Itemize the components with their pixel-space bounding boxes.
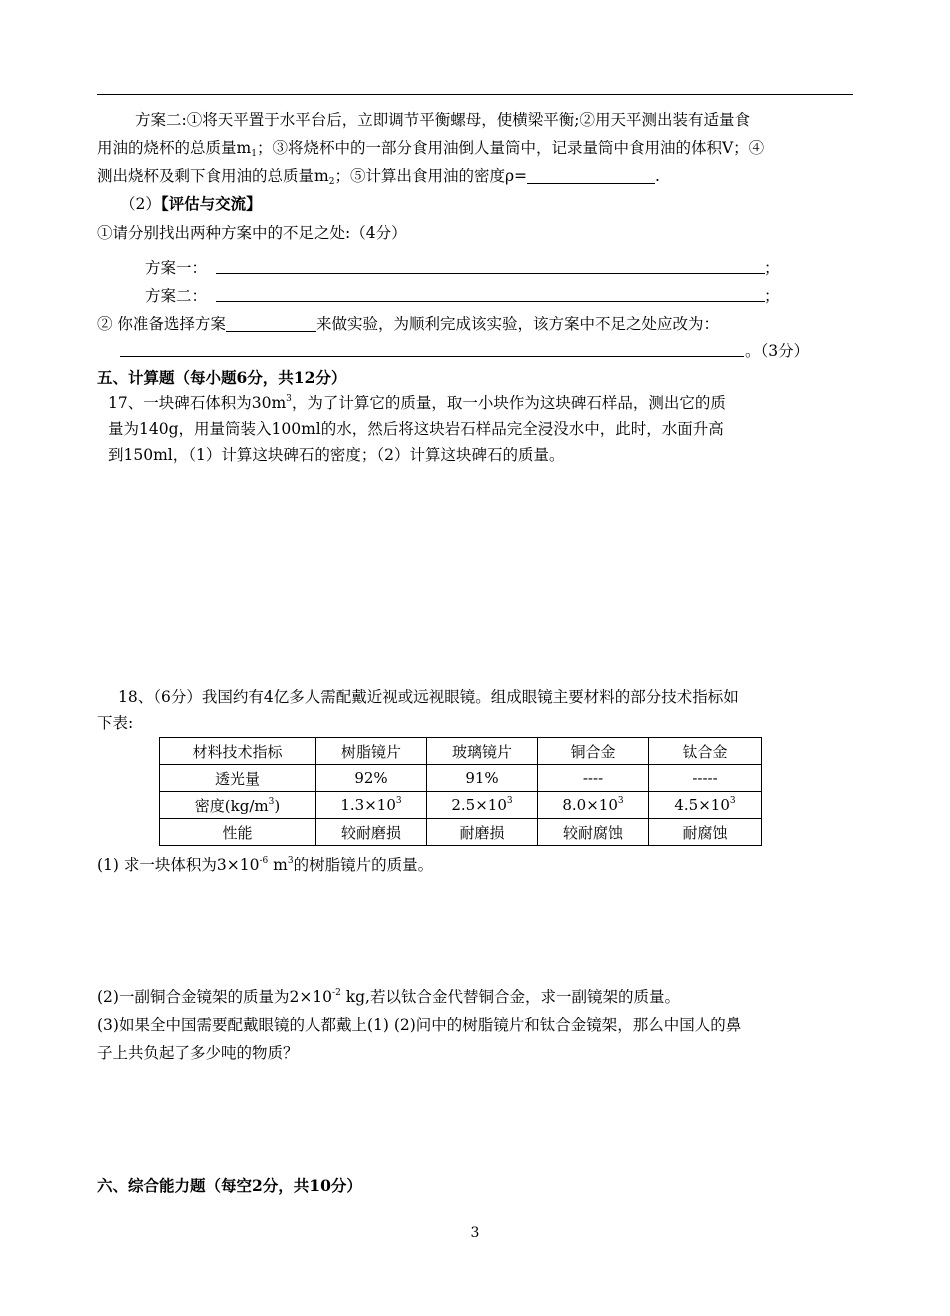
table-row (160, 765, 762, 792)
plan1-label: 方案一： (145, 259, 208, 277)
section-6-title: 六、综合能力题（每空2分，共10分） (97, 1176, 362, 1195)
table-cell: 材料技术指标 (160, 738, 316, 765)
table-cell: 树脂镜片 (316, 738, 427, 765)
table-cell (538, 792, 649, 819)
q17-line-1 (108, 393, 726, 413)
q17-line-3: 到150ml，（1）计算这块碑石的密度；（2）计算这块碑石的质量。 (108, 446, 565, 464)
density-label: 密度(kg/m (194, 796, 269, 815)
table-cell: ---- (538, 765, 649, 792)
q18-part-1-a: (1) 求一块体积为3×10 (97, 856, 260, 874)
page-number: 3 (470, 1225, 480, 1241)
eval-question-2-part-b: 来做实验，为顺利完成该实验，该方案中不足之处应改为： (315, 315, 719, 333)
q18-part-1 (97, 855, 433, 875)
improvement-answer-blank[interactable] (120, 356, 744, 357)
density-value: 2.5×10 (451, 796, 507, 814)
plan1-answer-blank[interactable] (216, 273, 765, 274)
plan2-line-2-part-a: 用油的烧杯的总质量m (97, 139, 252, 157)
density-value: 8.0×10 (562, 796, 618, 814)
eval-question-1: ①请分别找出两种方案中的不足之处:（4分） (97, 224, 407, 242)
plan2-line-2 (97, 138, 764, 158)
q18-part-3-line-1: (3)如果全中国需要配戴眼镜的人都戴上(1) (2)问中的树脂镜片和钛合金镜架，那么中国人的鼻 (97, 1016, 742, 1034)
table-cell: ----- (649, 765, 762, 792)
plan2-semicolon: ； (764, 287, 780, 305)
superscript-3: 3 (268, 796, 275, 807)
table-cell: 较耐腐蚀 (538, 819, 649, 846)
plan2-line-1: 方案二:①将天平置于水平台后，立即调节平衡螺母，使横梁平衡;②用天平测出装有适量食 (135, 111, 750, 129)
table-cell: 透光量 (160, 765, 316, 792)
table-cell: 较耐磨损 (316, 819, 427, 846)
superscript-3: 3 (617, 796, 624, 806)
table-cell (649, 792, 762, 819)
superscript-3: 3 (729, 796, 736, 806)
q18-part-1-c: 的树脂镜片的质量。 (293, 856, 434, 874)
superscript-3: 3 (395, 796, 402, 806)
exponent: -6 (259, 856, 269, 866)
density-answer-blank[interactable] (527, 167, 655, 184)
eval-heading-number: （2） (120, 195, 161, 213)
q18-part-2-a: (2)一副铜合金镜架的质量为2×10 (97, 988, 333, 1006)
q18-part-1-b: m (268, 856, 288, 874)
eval-question-2-score: 。（3分） (745, 342, 810, 360)
table-row (160, 792, 762, 819)
plan1-semicolon: ； (764, 259, 780, 277)
table-cell: 玻璃镜片 (427, 738, 538, 765)
q18-part-2-b: kg,若以钛合金代替铜合金，求一副镜架的质量。 (340, 988, 680, 1006)
table-cell (427, 792, 538, 819)
subscript-1: 1 (251, 149, 257, 159)
q17-line-2: 量为140g，用量筒装入100ml的水，然后将这块岩石样品完全浸没水中，此时，水面升高 (108, 420, 724, 438)
table-cell: 性能 (160, 819, 316, 846)
density-value: 4.5×10 (674, 796, 730, 814)
period: . (655, 167, 660, 185)
table-cell: 耐磨损 (427, 819, 538, 846)
table-cell: 91% (427, 765, 538, 792)
superscript-3: 3 (287, 856, 294, 866)
plan2-answer-blank[interactable] (216, 301, 765, 302)
q18-line-2: 下表: (97, 714, 134, 732)
table-row (160, 819, 762, 846)
header-rule (97, 94, 853, 95)
table-row (160, 738, 762, 765)
eval-question-2 (97, 314, 719, 334)
table-cell: 铜合金 (538, 738, 649, 765)
subscript-2: 2 (328, 177, 335, 187)
eval-heading-title: 【评估与交流】 (160, 194, 262, 213)
table-cell: 92% (316, 765, 427, 792)
table-cell (160, 792, 316, 819)
plan2-line-2-part-b: ；③将烧杯中的一部分食用油倒人量筒中，记录量筒中食用油的体积V；④ (256, 139, 765, 157)
density-label-end: ) (274, 796, 281, 815)
plan2-label: 方案二： (145, 287, 208, 305)
plan2-line-3-part-a: 测出烧杯及剩下食用油的总质量m (97, 167, 329, 185)
density-value: 1.3×10 (340, 796, 396, 814)
section-5-title: 五、计算题（每小题6分，共12分） (97, 368, 347, 387)
eval-question-2-part-a: ② 你准备选择方案 (97, 315, 226, 333)
table-cell (316, 792, 427, 819)
table-cell: 钛合金 (649, 738, 762, 765)
eval-heading (120, 194, 262, 214)
q17-line-1-part-b: ，为了计算它的质量，取一小块作为这块碑石样品，测出它的质 (291, 394, 726, 412)
superscript-3: 3 (286, 394, 292, 404)
plan-choice-blank[interactable] (226, 315, 316, 332)
q18-part-3-line-2: 子上共负起了多少吨的物质？ (97, 1044, 299, 1062)
superscript-3: 3 (506, 796, 513, 806)
exponent: -2 (332, 988, 341, 998)
q17-line-1-part-a: 17、一块碑石体积为30m (108, 394, 287, 412)
q18-line-1: 18、（6分）我国约有4亿多人需配戴近视或远视眼镜。组成眼镜主要材料的部分技术指标如 (118, 688, 739, 706)
plan2-line-3 (97, 166, 660, 186)
table-cell: 耐腐蚀 (649, 819, 762, 846)
plan2-line-3-part-b: ；⑤计算出食用油的密度ρ= (334, 167, 528, 185)
q18-part-2 (97, 987, 680, 1007)
materials-table (159, 737, 762, 846)
